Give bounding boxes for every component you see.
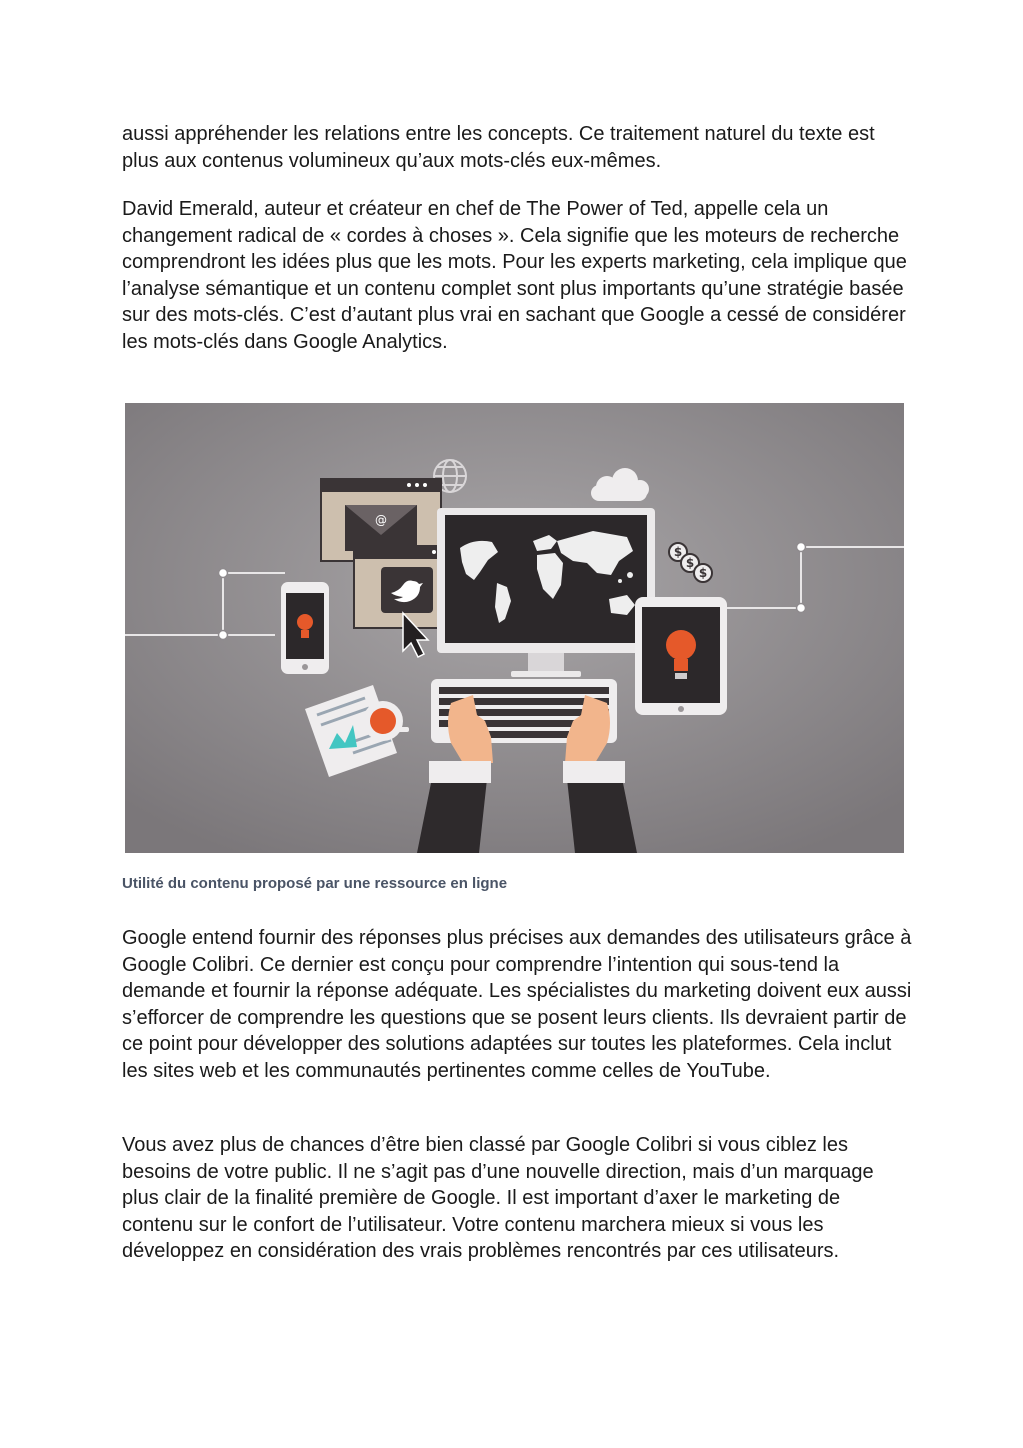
paragraph-2: David Emerald, auteur et créateur en chef de The Power of Ted, appelle cela un changement radical de « cordes à choses ». Cela signifie que les moteurs de recherche comprendront les idées plus que les mots. Pour les experts marketing, cela implique que l’analyse sémantique et un contenu complet sont plus importants qu’une stratégie basée sur des mots-clés. C’est d’autant plus vrai en sachant que Google a cessé de considérer les mots-clés dans Google Analytics. (122, 198, 907, 353)
at-sign-icon: @ (375, 513, 387, 527)
figure-illustration (125, 403, 904, 853)
connector-node (219, 569, 228, 578)
paragraph-4: Vous avez plus de chances d’être bien classé par Google Colibri si vous ciblez les besoins de votre public. Il ne s’agit pas d’une nouvelle direction, mais d’un marquage plus clair de la finalité première de Google. Il est important d’axer le marketing de contenu sur le confort de l’utilisateur. Votre contenu marchera mieux si vous les développez en considération des vrais problèmes rencontrés par ces utilisateurs. (122, 1134, 874, 1262)
figure-caption: Utilité du contenu proposé par une ressource en ligne (122, 875, 508, 892)
smartphone (281, 582, 329, 674)
dollar-sign: $ (685, 556, 695, 570)
paragraph-1: aussi appréhender les relations entre les concepts. Ce traitement naturel du texte est plus aux contenus volumineux qu’aux mots-clés eux-mêmes. (122, 123, 875, 172)
dollar-sign: $ (673, 545, 683, 559)
connector-node (797, 543, 806, 552)
monitor (437, 508, 655, 677)
dollar-sign: $ (698, 566, 708, 580)
tablet (635, 597, 727, 715)
connector-node (219, 631, 228, 640)
lightbulb-icon (666, 630, 696, 660)
lightbulb-icon (297, 614, 313, 630)
connector-node (797, 604, 806, 613)
paragraph-3: Google entend fournir des réponses plus précises aux demandes des utilisateurs grâce à Google Colibri. Ce dernier est conçu pour comprendre l’intention qui sous-tend la demande et fournir la réponse adéquate. Les spécialistes du marketing doivent eux aussi s’efforcer de comprendre les questions que se posent leurs clients. Ils devraient partir de ce point pour développer des solutions adaptées sur toutes les plateformes. Cela inclut les sites web et les communautés pertinentes comme celles de YouTube. (122, 927, 912, 1082)
